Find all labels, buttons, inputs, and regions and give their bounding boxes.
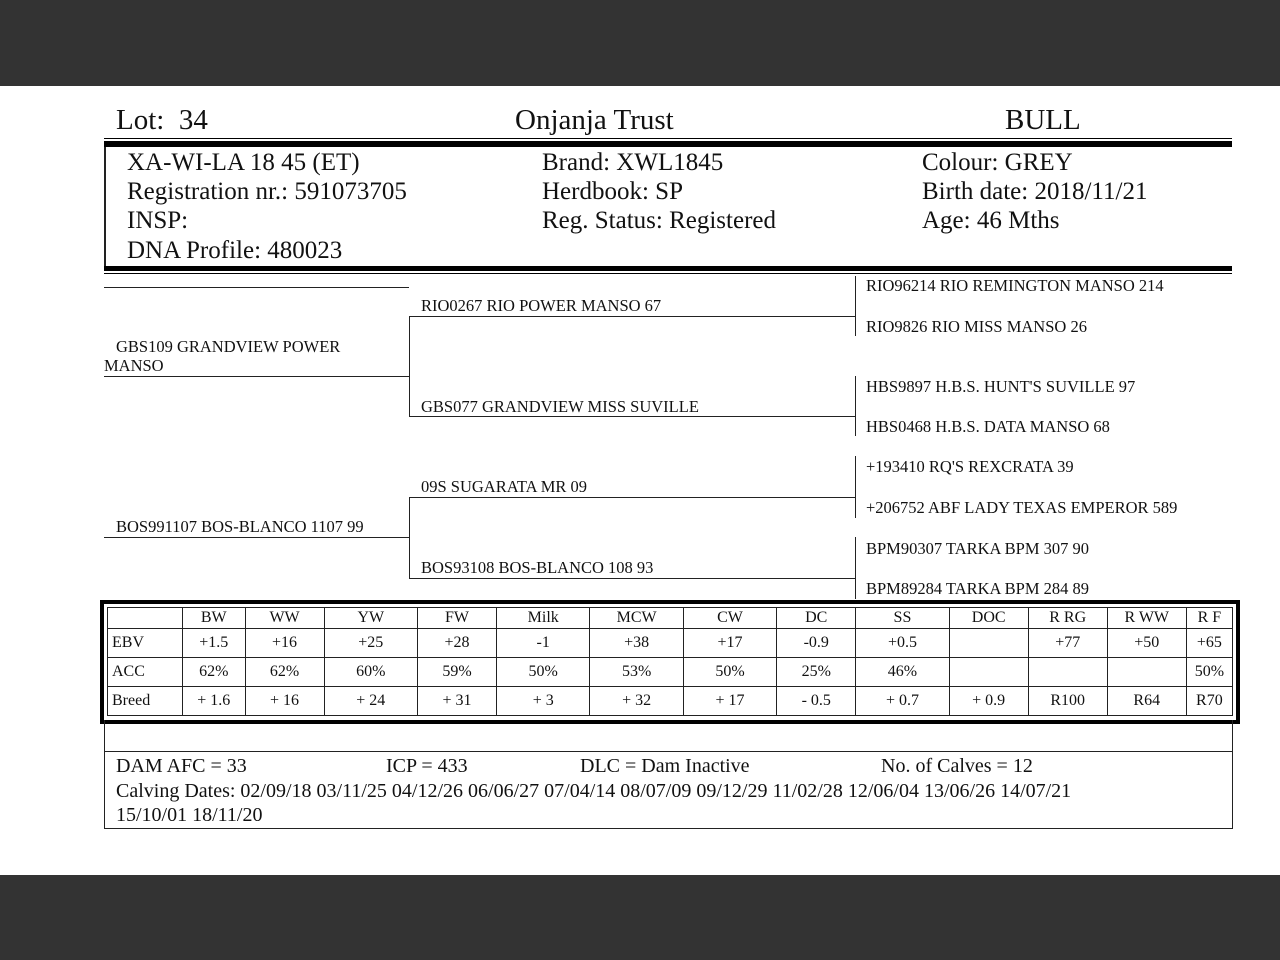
ped-line-dam-dam: [409, 578, 855, 579]
table-cell: +65: [1186, 629, 1232, 658]
table-cell: 62%: [182, 658, 245, 687]
table-cell: -1: [497, 629, 590, 658]
table-cell: + 1.6: [182, 687, 245, 716]
pedigree-ggp-7: BPM90307 TARKA BPM 307 90: [866, 539, 1090, 558]
age: Age: 46 Mths: [922, 207, 1060, 234]
ped-line-sire-dam: [409, 416, 855, 417]
table-cell: [949, 629, 1028, 658]
table-cell: 60%: [324, 658, 417, 687]
ebv-table: [107, 607, 1233, 716]
pedigree-ggp-8: BPM89284 TARKA BPM 284 89: [866, 579, 1090, 598]
table-cell: R100: [1028, 687, 1107, 716]
table-cell: R70: [1186, 687, 1232, 716]
table-cell: +25: [324, 629, 417, 658]
table-cell: + 0.9: [949, 687, 1028, 716]
table-cell: +0.5: [856, 629, 949, 658]
ped-bracket-ggp-2: [855, 376, 856, 436]
ebv-row: [108, 629, 1233, 658]
table-cell: 46%: [856, 658, 949, 687]
ebv-col-milk: Milk: [497, 608, 590, 629]
ebv-col-blank: [108, 608, 183, 629]
ebv-header-row: [108, 608, 1233, 629]
table-cell: + 24: [324, 687, 417, 716]
ped-bracket-sire: [409, 316, 410, 417]
pedigree-dam-dam: BOS93108 BOS-BLANCO 108 93: [421, 558, 654, 577]
table-cell: +50: [1107, 629, 1186, 658]
table-cell: + 3: [497, 687, 590, 716]
table-cell: R64: [1107, 687, 1186, 716]
lot-value: 34: [178, 104, 208, 136]
header-rule-thin: [104, 138, 1232, 139]
registration-status: Reg. Status: Registered: [542, 207, 776, 234]
ebv-col-doc: DOC: [949, 608, 1028, 629]
table-cell: +1.5: [182, 629, 245, 658]
table-cell: EBV: [108, 629, 183, 658]
table-cell: [949, 658, 1028, 687]
table-cell: [1107, 658, 1186, 687]
table-cell: ACC: [108, 658, 183, 687]
info-box-left-border: [104, 147, 106, 267]
pedigree-dam: BOS991107 BOS-BLANCO 1107 99: [116, 517, 364, 536]
table-cell: 53%: [590, 658, 683, 687]
table-cell: 50%: [683, 658, 776, 687]
table-cell: 25%: [777, 658, 856, 687]
ebv-col-fw: FW: [417, 608, 496, 629]
table-cell: +77: [1028, 629, 1107, 658]
breeder-name: Onjanja Trust: [515, 104, 674, 136]
ped-line-dam-sire: [409, 497, 855, 498]
ebv-col-rww: R WW: [1107, 608, 1186, 629]
pedigree-ggp-1: RIO96214 RIO REMINGTON MANSO 214: [866, 276, 1164, 295]
dam-icp: ICP = 433: [386, 755, 468, 777]
colour: Colour: GREY: [922, 149, 1073, 176]
herdbook: Herdbook: SP: [542, 178, 683, 205]
pedigree-ggp-2: RIO9826 RIO MISS MANSO 26: [866, 317, 1087, 336]
header-rule-thick: [104, 141, 1232, 147]
pedigree-dam-sire: 09S SUGARATA MR 09: [421, 477, 588, 496]
sire-name: GBS109 GRANDVIEW POWER: [116, 337, 341, 356]
ebv-col-bw: BW: [182, 608, 245, 629]
ebv-col-rf: R F: [1186, 608, 1232, 629]
table-cell: +16: [245, 629, 324, 658]
ped-line-dam: [104, 537, 409, 538]
ebv-col-cw: CW: [683, 608, 776, 629]
table-cell: + 16: [245, 687, 324, 716]
table-cell: 59%: [417, 658, 496, 687]
table-cell: + 31: [417, 687, 496, 716]
table-cell: Breed: [108, 687, 183, 716]
ped-bracket-ggp-3: [855, 456, 856, 518]
bottom-dark-bar: [0, 875, 1280, 960]
animal-name: XA-WI-LA 18 45 (ET): [127, 149, 360, 176]
spacer-box: [104, 720, 1233, 752]
insp-label: INSP:: [127, 207, 189, 234]
dna-profile: DNA Profile: 480023: [127, 237, 343, 264]
info-rule-thick: [104, 266, 1232, 271]
dam-dlc: DLC = Dam Inactive: [580, 755, 750, 777]
ped-line-sire-sire: [409, 316, 855, 317]
dam-afc: DAM AFC = 33: [116, 755, 247, 777]
calving-dates-line1: Calving Dates: 02/09/18 03/11/25 04/12/26 06/06/27 07/04/14 08/07/09 09/12/29 11/02/28 12/06/04 13/06/26 14/07/21: [116, 780, 1072, 802]
table-cell: +17: [683, 629, 776, 658]
pedigree-ggp-4: HBS0468 H.B.S. DATA MANSO 68: [866, 417, 1110, 436]
ebv-col-mcw: MCW: [590, 608, 683, 629]
table-cell: -0.9: [777, 629, 856, 658]
lot-number: [116, 104, 208, 137]
animal-sex: BULL: [1005, 104, 1081, 136]
breed-row: [108, 687, 1233, 716]
pedigree-ggp-3: HBS9897 H.B.S. HUNT'S SUVILLE 97: [866, 377, 1136, 396]
table-cell: 50%: [1186, 658, 1232, 687]
ped-line-top: [104, 287, 409, 288]
pedigree-sire-dam: GBS077 GRANDVIEW MISS SUVILLE: [421, 397, 699, 416]
ped-line-sire: [104, 376, 409, 377]
dam-calves: No. of Calves = 12: [881, 755, 1033, 777]
ebv-col-yw: YW: [324, 608, 417, 629]
ebv-col-dc: DC: [777, 608, 856, 629]
table-cell: + 32: [590, 687, 683, 716]
table-cell: +38: [590, 629, 683, 658]
ebv-col-rrg: R RG: [1028, 608, 1107, 629]
ped-bracket-ggp-4: [855, 537, 856, 599]
ped-bracket-ggp-1: [855, 276, 856, 336]
pedigree-ggp-6: +206752 ABF LADY TEXAS EMPEROR 589: [866, 498, 1178, 517]
birth-date: Birth date: 2018/11/21: [922, 178, 1148, 205]
table-cell: +28: [417, 629, 496, 658]
calving-dates-line2: 15/10/01 18/11/20: [116, 804, 263, 826]
brand: Brand: XWL1845: [542, 149, 724, 176]
acc-row: [108, 658, 1233, 687]
pedigree-sire: [104, 337, 341, 375]
table-cell: - 0.5: [777, 687, 856, 716]
top-dark-bar: [0, 0, 1280, 86]
ebv-col-ww: WW: [245, 608, 324, 629]
sire-name-cont: MANSO: [104, 356, 164, 375]
table-cell: + 17: [683, 687, 776, 716]
table-cell: 50%: [497, 658, 590, 687]
info-rule-thin: [104, 273, 1232, 274]
pedigree-ggp-5: +193410 RQ'S REXCRATA 39: [866, 457, 1074, 476]
ebv-col-ss: SS: [856, 608, 949, 629]
pedigree-sire-sire: RIO0267 RIO POWER MANSO 67: [421, 296, 662, 315]
ped-bracket-dam: [409, 497, 410, 578]
lot-label: Lot:: [116, 104, 165, 136]
table-cell: + 0.7: [856, 687, 949, 716]
registration-number: Registration nr.: 591073705: [127, 178, 407, 205]
table-cell: [1028, 658, 1107, 687]
table-cell: 62%: [245, 658, 324, 687]
